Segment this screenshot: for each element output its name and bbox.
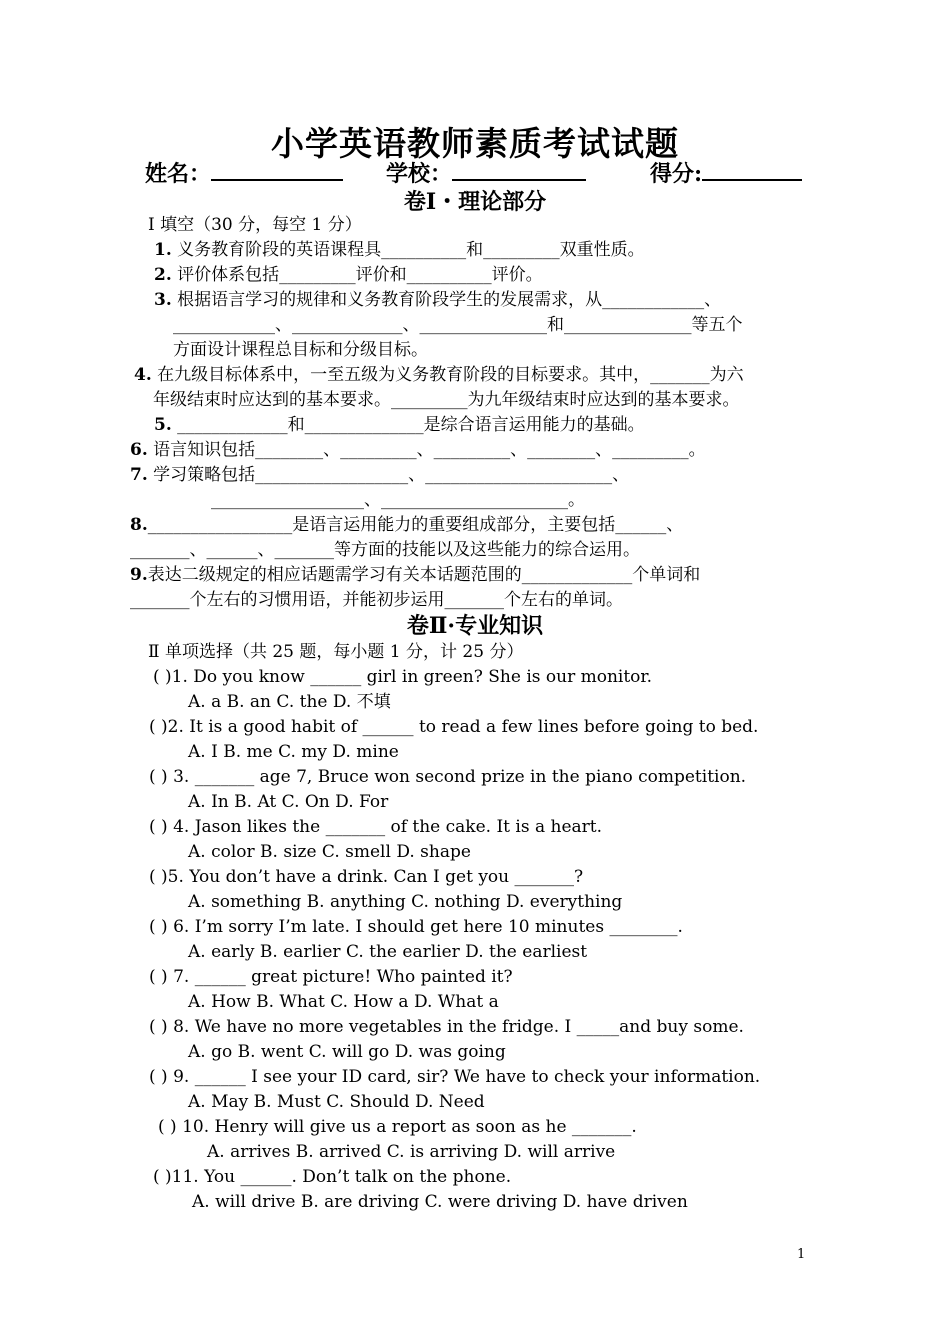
question-number: 9. <box>130 565 148 585</box>
fill-question <box>154 414 645 436</box>
mc-options: A. something B. anything C. nothing D. everything <box>188 892 623 912</box>
question-number: 3. <box>154 290 172 310</box>
fill-question <box>130 564 700 586</box>
question-number: 1. <box>154 240 172 260</box>
mc-question: ( ) 9. ______ I see your ID card, sir? We have to check your information. <box>149 1067 761 1087</box>
mc-options: A. will drive B. are driving C. were driving D. have driven <box>192 1192 688 1212</box>
question-continuation: __________________、______________________。 <box>211 490 585 510</box>
mc-question: ( ) 6. I’m sorry I’m late. I should get here 10 minutes ________. <box>149 917 683 937</box>
mc-options: A. color B. size C. smell D. shape <box>188 842 471 862</box>
mc-options: A. a B. an C. the D. 不填 <box>188 692 391 712</box>
section1-title: 卷Ⅰ・理论部分 <box>403 189 547 215</box>
school-field <box>386 157 586 188</box>
question-continuation: _______个左右的习惯用语，并能初步运用_______个左右的单词。 <box>130 590 623 610</box>
question-text: 义务教育阶段的英语课程具__________和_________双重性质。 <box>177 240 645 260</box>
mc-question: ( )1. Do you know ______ girl in green? She is our monitor. <box>153 667 653 687</box>
question-text: _____________和______________是综合语言运用能力的基础。 <box>177 415 645 435</box>
question-number: 4. <box>134 365 152 385</box>
fill-question <box>154 239 645 261</box>
mc-question: ( )11. You ______. Don’t talk on the phone. <box>153 1167 512 1187</box>
name-label: 姓名： <box>145 161 212 187</box>
fill-question <box>130 514 683 536</box>
mc-options: A. May B. Must C. Should D. Need <box>188 1092 485 1112</box>
name-field <box>145 157 343 188</box>
question-text: _________________是语言运用能力的重要组成部分，主要包括______、 <box>147 515 684 535</box>
question-text: 在九级目标体系中，一至五级为义务教育阶段的目标要求。其中，_______为六 <box>157 365 744 385</box>
fill-question <box>154 264 543 286</box>
section2-title: 卷Ⅱ·专业知识 <box>406 613 544 639</box>
fill-question <box>130 439 706 461</box>
mc-options: A. In B. At C. On D. For <box>188 792 389 812</box>
score-field <box>650 157 802 188</box>
mc-question: ( ) 4. Jason likes the _______ of the cake. It is a heart. <box>149 817 603 837</box>
section1-intro: Ⅰ 填空（30 分，每空 1 分） <box>148 215 362 235</box>
school-label: 学校： <box>386 161 453 187</box>
fill-question <box>130 464 629 486</box>
mc-options: A. early B. earlier C. the earlier D. the earliest <box>188 942 588 962</box>
fill-question <box>154 289 721 311</box>
question-continuation: 年级结束时应达到的基本要求。_________为九年级结束时应达到的基本要求。 <box>153 390 740 410</box>
question-text: 学习策略包括__________________、______________________、 <box>153 465 630 485</box>
name-blank[interactable] <box>211 159 343 181</box>
question-text: 表达二级规定的相应话题需学习有关本话题范围的_____________个单词和 <box>147 565 701 585</box>
page-title: 小学英语教师素质考试试题 <box>271 124 679 163</box>
question-number: 7. <box>130 465 148 485</box>
page-number: 1 <box>797 1247 806 1262</box>
mc-options: A. How B. What C. How a D. What a <box>188 992 499 1012</box>
question-continuation: ____________、_____________、_______________和_______________等五个 <box>173 315 743 335</box>
question-text: 语言知识包括________、_________、_________、________、_________。 <box>153 440 706 460</box>
mc-question: ( ) 3. _______ age 7, Bruce won second prize in the piano competition. <box>149 767 747 787</box>
section2-intro: Ⅱ 单项选择（共 25 题，每小题 1 分，计 25 分） <box>148 642 524 662</box>
question-number: 8. <box>130 515 148 535</box>
mc-options: A. go B. went C. will go D. was going <box>188 1042 506 1062</box>
question-number: 6. <box>130 440 148 460</box>
question-continuation: 方面设计课程总目标和分级目标。 <box>173 340 428 360</box>
question-text: 评价体系包括_________评价和__________评价。 <box>177 265 543 285</box>
score-label: 得分: <box>650 161 703 187</box>
question-text: 根据语言学习的规律和义务教育阶段学生的发展需求，从____________、 <box>177 290 722 310</box>
score-blank[interactable] <box>702 159 802 181</box>
school-blank[interactable] <box>452 159 586 181</box>
mc-question: ( ) 10. Henry will give us a report as soon as he _______. <box>158 1117 637 1137</box>
mc-question: ( ) 8. We have no more vegetables in the fridge. I _____and buy some. <box>149 1017 744 1037</box>
mc-question: ( )5. You don’t have a drink. Can I get you _______? <box>149 867 584 887</box>
question-number: 2. <box>154 265 172 285</box>
question-continuation: _______、______、_______等方面的技能以及这些能力的综合运用。 <box>130 540 640 560</box>
mc-question: ( ) 7. ______ great picture! Who painted it? <box>149 967 513 987</box>
mc-options: A. arrives B. arrived C. is arriving D. will arrive <box>207 1142 616 1162</box>
mc-options: A. I B. me C. my D. mine <box>188 742 399 762</box>
question-number: 5. <box>154 415 172 435</box>
fill-question <box>134 364 744 386</box>
mc-question: ( )2. It is a good habit of ______ to read a few lines before going to bed. <box>149 717 759 737</box>
